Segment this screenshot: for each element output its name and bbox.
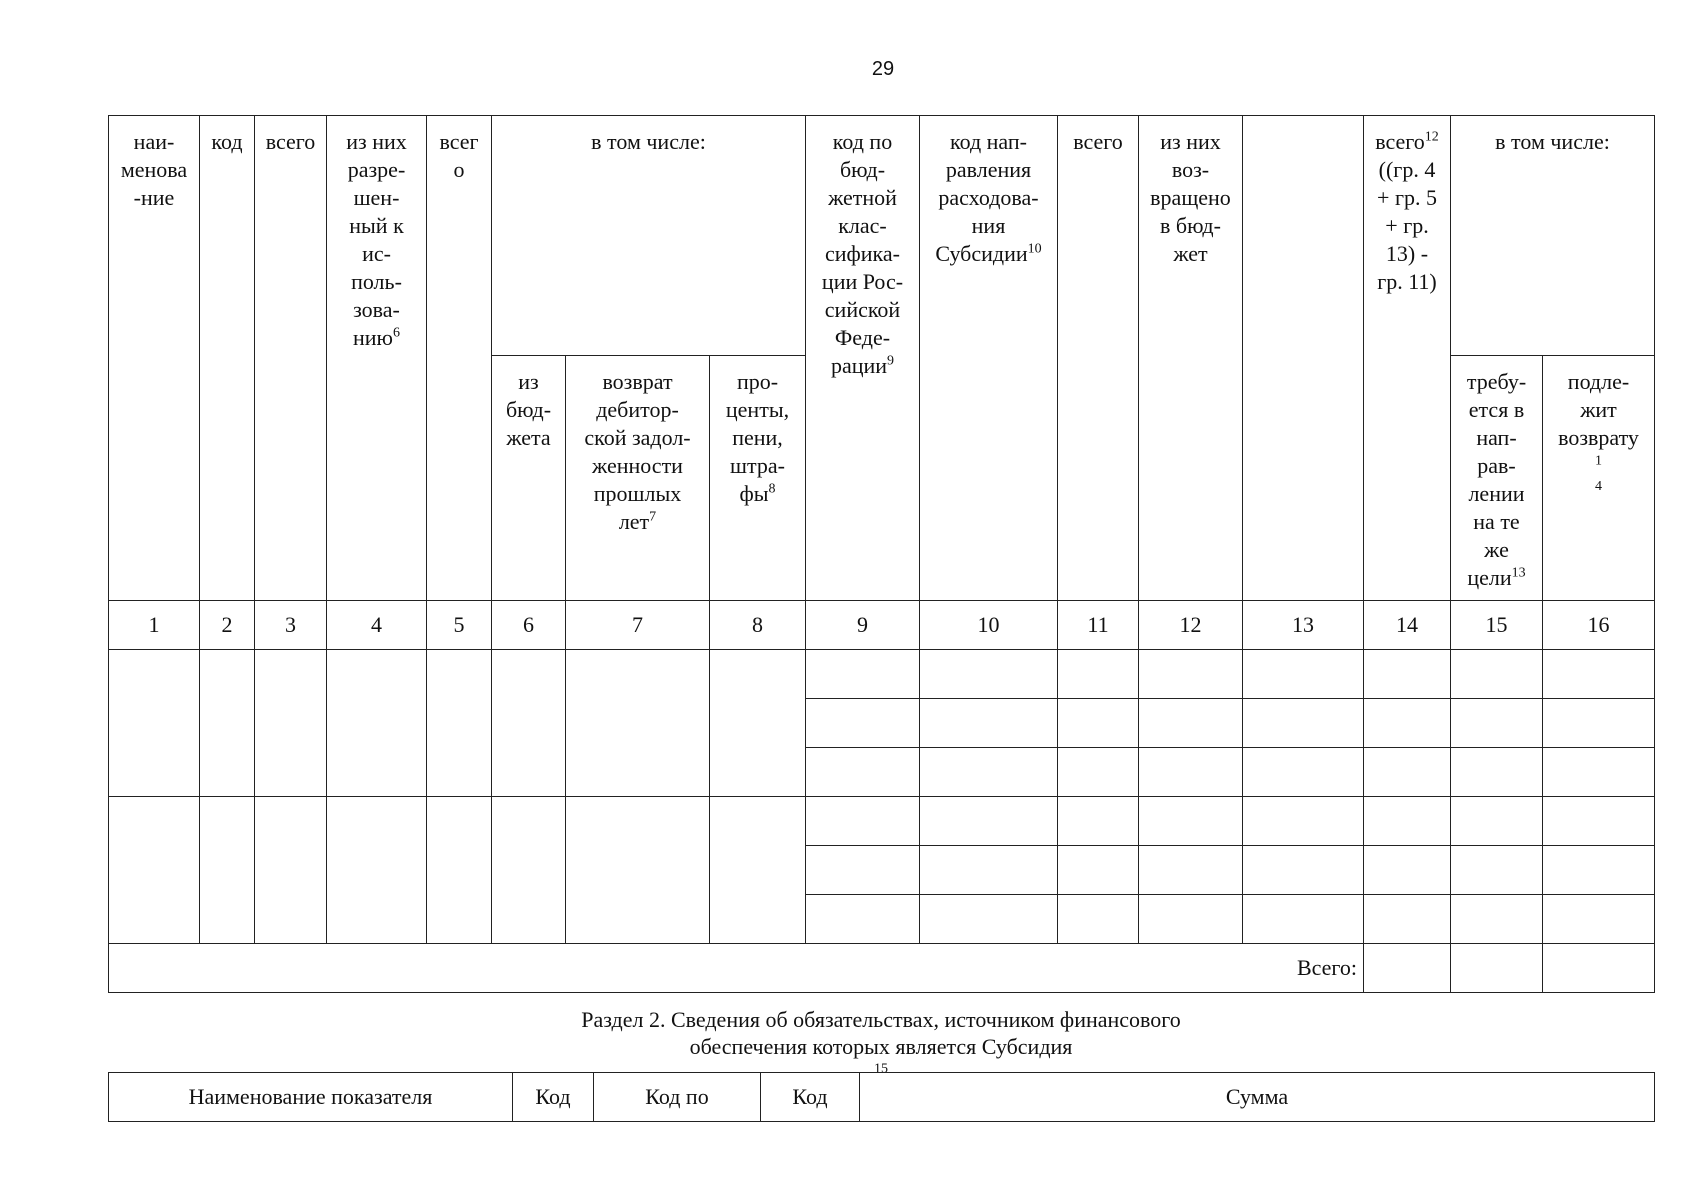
header-line: жета: [506, 425, 551, 450]
header-returned: [1139, 116, 1243, 601]
total-row: [109, 944, 1655, 993]
header-indicator-name: Наименование показателя: [109, 1073, 513, 1122]
header-line: из них: [346, 129, 407, 154]
header-line: сийской: [824, 297, 901, 322]
header-line: про-: [736, 369, 779, 394]
header-expense-direction: [920, 116, 1058, 601]
column-numbers-row: [109, 601, 1655, 650]
header-line: наи-: [133, 129, 175, 154]
header-interest-penalties: [710, 356, 806, 601]
header-line: о: [453, 157, 465, 182]
header-line: штра-: [730, 453, 785, 478]
header-line: гр. 11): [1377, 269, 1437, 294]
header-line: возврат: [602, 369, 673, 394]
header-line: всег: [439, 129, 479, 154]
header-line: всего: [1073, 129, 1123, 154]
header-line: вращено: [1150, 185, 1231, 210]
header-line: 13) -: [1385, 241, 1429, 266]
column-number: 7: [566, 601, 710, 650]
header-group-including-2: в том числе:: [1451, 116, 1655, 356]
total-cell: [1364, 944, 1451, 993]
column-number: 12: [1139, 601, 1243, 650]
header-line: код по: [832, 129, 893, 154]
column-number: 15: [1451, 601, 1543, 650]
header-line: прошлых: [593, 481, 682, 506]
header-line: шен-: [353, 185, 400, 210]
header-line: код: [211, 129, 243, 154]
header-line: на те: [1473, 509, 1520, 534]
header-line: клас-: [838, 213, 887, 238]
header-permitted: [327, 116, 427, 601]
header-to-be-returned: подле- жит возврату $^1$ 4: [1543, 356, 1655, 601]
header-code-by: Код по: [594, 1073, 761, 1122]
header-line: в бюд-: [1160, 213, 1221, 238]
table-row: [109, 650, 1655, 699]
column-number: 9: [806, 601, 920, 650]
section-2-title: Раздел 2. Сведения об обязательствах, источником финансового обеспечения которых является Субсидия $^{15}$: [581, 1007, 1181, 1077]
header-line: сифика-: [824, 241, 900, 266]
column-number: 8: [710, 601, 806, 650]
header-line: ния: [971, 213, 1006, 238]
column-number: 3: [255, 601, 327, 650]
header-line: лет$^7$: [618, 509, 657, 534]
column-number: 11: [1058, 601, 1139, 650]
header-total-3: [1058, 116, 1139, 601]
header-line: всего: [265, 129, 316, 154]
header-line: из них: [1160, 129, 1221, 154]
header-code: Код: [513, 1073, 594, 1122]
column-number: 1: [109, 601, 200, 650]
header-line: центы,: [725, 397, 790, 422]
header-total: [255, 116, 327, 601]
header-line: + гр. 5: [1377, 185, 1437, 210]
header-line: же: [1484, 537, 1509, 562]
header-line: зова-: [353, 297, 400, 322]
header-line: женности: [592, 453, 683, 478]
section-2-table: [108, 1072, 1655, 1122]
page-number: 29: [871, 58, 895, 80]
header-line: ((гр. 4: [1378, 157, 1436, 182]
header-from-budget: [492, 356, 566, 601]
header-line: рации$^9$: [830, 353, 895, 378]
header-line: ис-: [362, 241, 391, 266]
column-number: 16: [1543, 601, 1655, 650]
header-line: бюд-: [839, 157, 886, 182]
column-number: 6: [492, 601, 566, 650]
header-line: -ние: [133, 185, 175, 210]
header-receivables-return: [566, 356, 710, 601]
header-line: ской задол-: [584, 425, 691, 450]
total-label: Всего:: [109, 944, 1364, 993]
header-line: рав-: [1477, 453, 1516, 478]
header-line: требу-: [1466, 369, 1527, 394]
header-blank: [1243, 116, 1364, 601]
header-code: [200, 116, 255, 601]
column-number: 13: [1243, 601, 1364, 650]
header-budget-classification: [806, 116, 920, 601]
header-line: пени,: [732, 425, 783, 450]
header-line: бюд-: [505, 397, 552, 422]
column-number: 4: [327, 601, 427, 650]
header-code-2: Код: [761, 1073, 860, 1122]
header-line: код нап-: [950, 129, 1027, 154]
header-line: жетной: [828, 185, 897, 210]
table-row: [109, 797, 1655, 846]
header-line: равления: [945, 157, 1032, 182]
header-total-2: [427, 116, 492, 601]
header-group-including: в том числе:: [492, 116, 806, 356]
report-table: [108, 115, 1655, 993]
header-line: ется в: [1468, 397, 1525, 422]
column-number: 2: [200, 601, 255, 650]
header-line: Феде-: [834, 325, 891, 350]
header-line: $фы^8$: [739, 481, 776, 506]
header-line: расходова-: [938, 185, 1039, 210]
column-number: 5: [427, 601, 492, 650]
header-line: из: [518, 369, 539, 394]
header-name: [109, 116, 200, 601]
header-line: цели$^{13}$: [1467, 565, 1526, 590]
header-line: дебитор-: [596, 397, 679, 422]
header-line: ный к: [349, 213, 404, 238]
header-line: жет: [1173, 241, 1208, 266]
header-line: + гр.: [1385, 213, 1429, 238]
column-number: 10: [920, 601, 1058, 650]
header-line: менова: [120, 157, 188, 182]
header-line: ции Рос-: [821, 269, 904, 294]
header-line: воз-: [1171, 157, 1210, 182]
header-line: всего$^{12}$: [1375, 129, 1439, 154]
header-amount: Сумма: [860, 1073, 1655, 1122]
header-total-formula: [1364, 116, 1451, 601]
header-line: нию$^6$: [353, 325, 400, 350]
column-number: 14: [1364, 601, 1451, 650]
total-cell: [1543, 944, 1655, 993]
header-line: Субсидии$^{10}$: [935, 241, 1042, 266]
header-line: нап-: [1476, 425, 1517, 450]
header-required-same-purpose: [1451, 356, 1543, 601]
header-line: поль-: [351, 269, 402, 294]
header-line: разре-: [347, 157, 406, 182]
header-line: лении: [1468, 481, 1525, 506]
total-cell: [1451, 944, 1543, 993]
